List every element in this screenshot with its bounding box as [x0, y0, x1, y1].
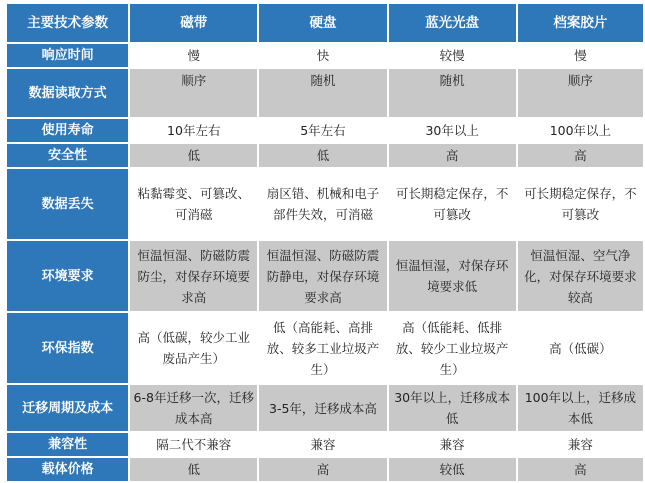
- row-label: 迁移周期及成本: [6, 384, 129, 432]
- cell-film: 100年以上，迁移成本低: [517, 384, 644, 432]
- cell-bluray: 高: [388, 143, 517, 168]
- cell-tape: 粘黏霉变、可篡改、可消磁: [129, 168, 258, 240]
- cell-bluray: 较低: [388, 457, 517, 482]
- cell-tape: 高（低碳，较少工业废品产生）: [129, 312, 258, 384]
- cell-hdd: 3-5年，迁移成本高: [258, 384, 387, 432]
- cell-hdd: 5年左右: [258, 118, 387, 143]
- cell-hdd: 恒温恒湿、防磁防震防静电，对保存环境要求高: [258, 240, 387, 312]
- cell-tape: 低: [129, 143, 258, 168]
- table-row: [6, 118, 644, 143]
- table-row: [6, 432, 644, 457]
- table-row: [6, 240, 644, 312]
- row-label: 环境要求: [6, 240, 129, 312]
- cell-film: 恒温恒湿、空气净化，对保存环境要求较高: [517, 240, 644, 312]
- header-hdd: 硬盘: [258, 3, 387, 43]
- table-header-row: [6, 3, 644, 43]
- cell-tape: 6-8年迁移一次，迁移成本高: [129, 384, 258, 432]
- cell-film: 100年以上: [517, 118, 644, 143]
- cell-hdd: 高: [258, 457, 387, 482]
- cell-tape: 慢: [129, 43, 258, 68]
- cell-bluray: 30年以上，迁移成本低: [388, 384, 517, 432]
- storage-comparison-table: [5, 2, 645, 483]
- cell-tape: 10年左右: [129, 118, 258, 143]
- row-label: 数据丢失: [6, 168, 129, 240]
- cell-tape: 低: [129, 457, 258, 482]
- cell-film: 兼容: [517, 432, 644, 457]
- cell-bluray: 随机: [388, 68, 517, 118]
- row-label: 环保指数: [6, 312, 129, 384]
- header-film: 档案胶片: [517, 3, 644, 43]
- table-row: [6, 43, 644, 68]
- cell-bluray: 高（低能耗、低排放、较少工业垃圾产生）: [388, 312, 517, 384]
- cell-film: 慢: [517, 43, 644, 68]
- cell-bluray: 较慢: [388, 43, 517, 68]
- cell-tape: 隔二代不兼容: [129, 432, 258, 457]
- row-label: 使用寿命: [6, 118, 129, 143]
- cell-bluray: 恒温恒湿，对保存环境要求低: [388, 240, 517, 312]
- cell-bluray: 可长期稳定保存，不可篡改: [388, 168, 517, 240]
- cell-hdd: 随机: [258, 68, 387, 118]
- cell-hdd: 兼容: [258, 432, 387, 457]
- table-row: [6, 384, 644, 432]
- header-tape: 磁带: [129, 3, 258, 43]
- cell-tape: 顺序: [129, 68, 258, 118]
- cell-hdd: 快: [258, 43, 387, 68]
- cell-bluray: 30年以上: [388, 118, 517, 143]
- row-label: 安全性: [6, 143, 129, 168]
- table-row: [6, 143, 644, 168]
- cell-film: 高: [517, 143, 644, 168]
- cell-hdd: 低: [258, 143, 387, 168]
- table-row: [6, 168, 644, 240]
- table-row: [6, 68, 644, 118]
- cell-hdd: 低（高能耗、高排放、较多工业垃圾产生）: [258, 312, 387, 384]
- cell-film: 高: [517, 457, 644, 482]
- row-label: 数据读取方式: [6, 68, 129, 118]
- cell-bluray: 兼容: [388, 432, 517, 457]
- cell-hdd: 扇区错、机械和电子部件失效，可消磁: [258, 168, 387, 240]
- cell-film: 顺序: [517, 68, 644, 118]
- cell-film: 高（低碳）: [517, 312, 644, 384]
- table-row: [6, 312, 644, 384]
- header-param: 主要技术参数: [6, 3, 129, 43]
- table-row: [6, 457, 644, 482]
- cell-tape: 恒温恒湿、防磁防震防尘，对保存环境要求高: [129, 240, 258, 312]
- row-label: 响应时间: [6, 43, 129, 68]
- row-label: 兼容性: [6, 432, 129, 457]
- row-label: 载体价格: [6, 457, 129, 482]
- cell-film: 可长期稳定保存，不可篡改: [517, 168, 644, 240]
- header-bluray: 蓝光光盘: [388, 3, 517, 43]
